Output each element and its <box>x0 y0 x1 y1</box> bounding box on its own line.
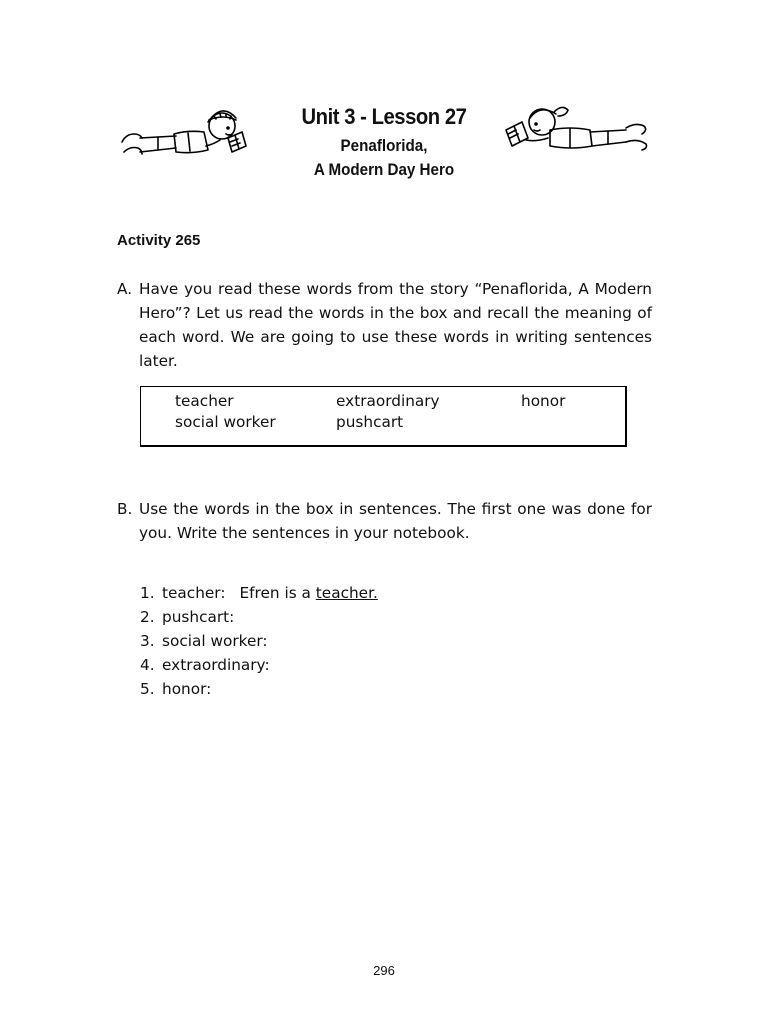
exercise-word: teacher: <box>162 584 226 602</box>
lesson-header <box>0 96 768 196</box>
section-a-letter: A. <box>117 280 133 298</box>
exercise-word: honor: <box>162 680 212 698</box>
exercise-number: 3. <box>140 632 155 650</box>
word-box-item: social worker <box>175 413 276 431</box>
example-sentence-prefix: Efren is a <box>239 584 316 602</box>
page-number: 296 <box>373 963 395 978</box>
section-b-instructions: Use the words in the box in sentences. The first one was done for you. Write the sentences in your notebook. <box>139 500 652 542</box>
girl-reading-illustration <box>496 100 658 162</box>
list-item <box>140 581 378 605</box>
list-item <box>140 653 378 677</box>
exercise-word: pushcart: <box>162 608 235 626</box>
list-item <box>140 677 378 701</box>
unit-title: Unit 3 - Lesson 27 <box>301 104 467 129</box>
exercise-number: 5. <box>140 680 155 698</box>
section-b-letter: B. <box>117 500 133 518</box>
word-box-item: teacher <box>175 392 234 410</box>
section-a <box>117 277 652 373</box>
exercise-list <box>140 581 378 701</box>
exercise-number: 4. <box>140 656 155 674</box>
word-box-item: pushcart <box>336 413 404 431</box>
word-box-item: honor <box>521 392 566 410</box>
section-a-instructions: Have you read these words from the story “Penaflorida, A Modern Hero”? Let us read the words in the box and recall the meaning of each word. We are going to use these words in writing sentences later. <box>139 280 652 370</box>
list-item <box>140 629 378 653</box>
list-item <box>140 605 378 629</box>
example-sentence-answer: teacher. <box>315 584 378 602</box>
exercise-number: 1. <box>140 584 155 602</box>
word-box-item: extraordinary <box>336 392 440 410</box>
lesson-title-line1: Penaflorida, <box>340 137 428 155</box>
activity-label: Activity 265 <box>117 232 201 249</box>
exercise-word: extraordinary: <box>162 656 270 674</box>
lesson-title-line2: A Modern Day Hero <box>313 161 455 179</box>
exercise-word: social worker: <box>162 632 268 650</box>
word-box <box>140 386 627 447</box>
section-b <box>117 497 652 545</box>
exercise-number: 2. <box>140 608 155 626</box>
